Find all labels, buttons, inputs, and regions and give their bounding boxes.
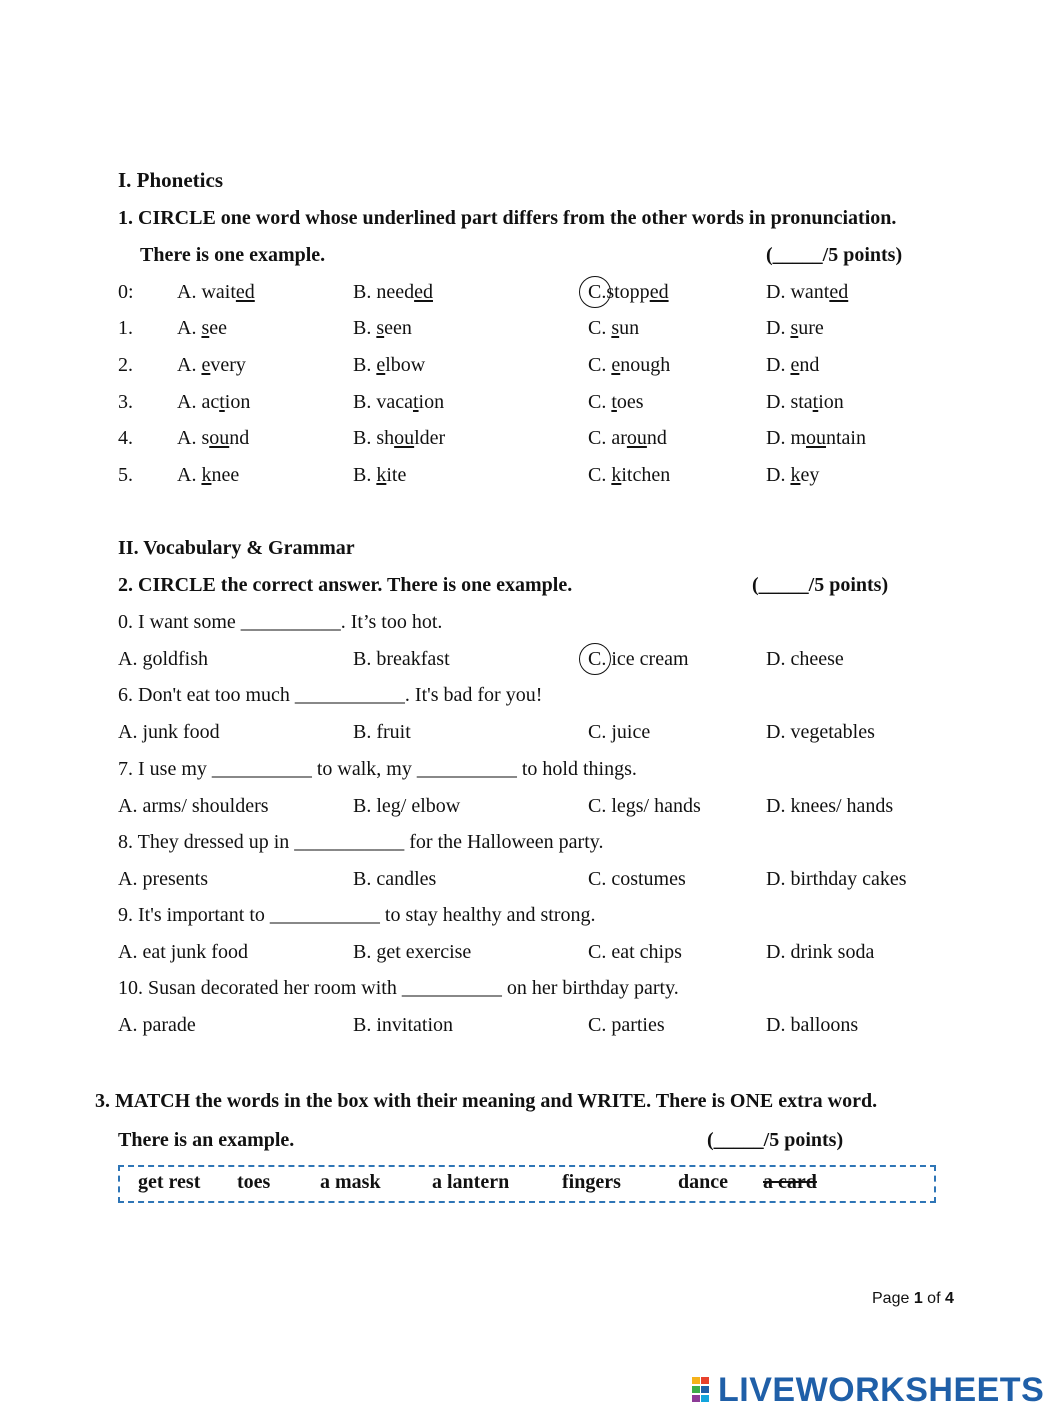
answer-option-d[interactable]: D. knees/ hands	[766, 795, 894, 817]
phonetics-option-c[interactable]	[588, 318, 639, 338]
circled-answer-mark: C.	[588, 648, 607, 670]
option-text: A. ac	[177, 391, 220, 413]
underlined-part: ed	[829, 281, 849, 303]
underlined-part: ou	[806, 427, 826, 449]
phonetics-option-c[interactable]	[588, 355, 670, 375]
option-text: A.	[177, 317, 202, 339]
underlined-part: e	[790, 354, 800, 376]
phonetics-option-d[interactable]	[766, 282, 848, 302]
answer-option-b[interactable]: B. leg/ elbow	[353, 795, 461, 817]
phonetics-option-b[interactable]	[353, 428, 445, 448]
option-text: ion	[224, 391, 251, 413]
answer-option-b[interactable]: B. get exercise	[353, 941, 472, 963]
task-2-points: (_____/5 points)	[752, 574, 889, 596]
underlined-part: s	[790, 317, 799, 339]
underlined-part: ou	[394, 427, 415, 449]
answer-option-b[interactable]: B. invitation	[353, 1014, 453, 1036]
answer-option-a[interactable]: A. goldfish	[118, 648, 208, 670]
liveworksheets-logo-icon	[692, 1377, 714, 1403]
word-box-item: get rest	[138, 1171, 201, 1193]
answer-option-b[interactable]: B. fruit	[353, 721, 411, 743]
underlined-part: t	[611, 391, 617, 413]
underlined-part: ed	[235, 281, 255, 303]
answer-option-b[interactable]: B. candles	[353, 868, 437, 890]
question-text: 9. It's important to ___________ to stay healthy and strong.	[118, 904, 596, 926]
answer-option-b[interactable]: B. breakfast	[353, 648, 450, 670]
task-1-example-note: There is one example.	[140, 244, 326, 266]
phonetics-row-number: 3.	[118, 391, 133, 413]
underlined-part: k	[376, 464, 387, 486]
option-text: un	[619, 317, 640, 339]
answer-option-a[interactable]: A. presents	[118, 868, 208, 890]
task-3-instruction: 3. MATCH the words in the box with their meaning and WRITE. There is ONE extra word.	[95, 1090, 878, 1112]
underlined-part: s	[376, 317, 385, 339]
option-text: nd	[799, 354, 820, 376]
option-text: B. need	[353, 281, 415, 303]
phonetics-option-a[interactable]	[177, 465, 239, 485]
phonetics-option-d[interactable]	[766, 465, 819, 485]
answer-option-d[interactable]: D. cheese	[766, 648, 844, 670]
phonetics-option-a[interactable]	[177, 428, 249, 448]
option-text: ure	[798, 317, 824, 339]
option-text: D.	[766, 354, 791, 376]
question-text: 0. I want some __________. It’s too hot.	[118, 611, 443, 633]
underlined-part: t	[219, 391, 225, 413]
liveworksheets-brand-text: LIVEWORKSHEETS	[718, 1371, 1044, 1409]
answer-option-a[interactable]: A. arms/ shoulders	[118, 795, 269, 817]
answer-option-a[interactable]: A. parade	[118, 1014, 196, 1036]
option-text: C. ar	[588, 427, 627, 449]
underlined-part: k	[201, 464, 212, 486]
section-heading-phonetics: I. Phonetics	[118, 168, 223, 192]
option-text: A.	[177, 354, 202, 376]
answer-option-c[interactable]	[588, 649, 689, 669]
underlined-part: e	[611, 354, 621, 376]
phonetics-option-d[interactable]	[766, 318, 824, 338]
underlined-part: t	[412, 391, 419, 413]
word-box-example-word: a card	[763, 1171, 817, 1193]
option-text: very	[210, 354, 246, 376]
option-text: nee	[211, 464, 240, 486]
underlined-part: k	[790, 464, 801, 486]
underlined-part: s	[611, 317, 620, 339]
phonetics-option-b[interactable]	[353, 355, 425, 375]
phonetics-option-b[interactable]	[353, 318, 412, 338]
word-box-item: dance	[678, 1171, 728, 1193]
option-text: B.	[353, 464, 377, 486]
question-text: 6. Don't eat too much ___________. It's bad for you!	[118, 684, 543, 706]
word-box-item: a lantern	[432, 1171, 510, 1193]
answer-option-c[interactable]: C. juice	[588, 721, 651, 743]
underlined-part: e	[201, 354, 211, 376]
option-text: A. wait	[177, 281, 236, 303]
phonetics-option-d[interactable]	[766, 392, 844, 412]
phonetics-option-b[interactable]	[353, 282, 433, 302]
option-text: lbow	[385, 354, 426, 376]
answer-option-a[interactable]: A. junk food	[118, 721, 220, 743]
option-text: oes	[616, 391, 644, 413]
phonetics-option-b[interactable]	[353, 392, 444, 412]
phonetics-option-a[interactable]	[177, 318, 227, 338]
underlined-part: e	[376, 354, 386, 376]
phonetics-row-number: 1.	[118, 317, 133, 339]
question-text: 8. They dressed up in ___________ for the Halloween party.	[118, 831, 604, 853]
underlined-part: ou	[626, 427, 647, 449]
answer-option-d[interactable]: D. vegetables	[766, 721, 875, 743]
option-text: C.	[588, 391, 612, 413]
task-3-example-note: There is an example.	[118, 1129, 295, 1151]
underlined-part: ou	[209, 427, 230, 449]
answer-option-c[interactable]: C. costumes	[588, 868, 686, 890]
word-box-item: fingers	[562, 1171, 621, 1193]
option-text: ite	[386, 464, 407, 486]
phonetics-option-a[interactable]	[177, 282, 255, 302]
phonetics-option-d[interactable]	[766, 355, 819, 375]
option-text: itchen	[621, 464, 671, 486]
option-text: B. sh	[353, 427, 395, 449]
phonetics-option-b[interactable]	[353, 465, 406, 485]
option-text: ion	[818, 391, 844, 413]
option-text: ion	[418, 391, 445, 413]
option-text: A.	[177, 464, 202, 486]
phonetics-row-number: 5.	[118, 464, 133, 486]
question-text: 7. I use my __________ to walk, my __________ to hold things.	[118, 758, 637, 780]
phonetics-row-number: 4.	[118, 427, 133, 449]
option-text: B. vaca	[353, 391, 413, 413]
underlined-part: s	[201, 317, 210, 339]
word-box-item: a mask	[320, 1171, 381, 1193]
phonetics-option-c[interactable]	[588, 465, 670, 485]
option-text: ice cream	[606, 648, 689, 670]
option-text: nough	[620, 354, 671, 376]
phonetics-option-a[interactable]	[177, 392, 250, 412]
option-text: D.	[766, 317, 791, 339]
option-text: ee	[209, 317, 228, 339]
phonetics-option-c[interactable]	[588, 428, 667, 448]
task-1-instruction: 1. CIRCLE one word whose underlined part differs from the other words in pronunciation.	[118, 207, 897, 229]
answer-option-c[interactable]: C. legs/ hands	[588, 795, 701, 817]
option-text: lder	[414, 427, 446, 449]
option-text: B.	[353, 317, 377, 339]
option-text: B.	[353, 354, 377, 376]
underlined-part: k	[611, 464, 622, 486]
answer-option-d[interactable]: D. drink soda	[766, 941, 875, 963]
option-text: een	[384, 317, 412, 339]
answer-option-d[interactable]: D. balloons	[766, 1014, 859, 1036]
phonetics-option-d[interactable]	[766, 428, 866, 448]
answer-option-a[interactable]: A. eat junk food	[118, 941, 248, 963]
phonetics-option-c[interactable]	[588, 282, 669, 302]
underlined-part: ed	[649, 281, 669, 303]
underlined-part: ed	[414, 281, 433, 303]
underlined-part: t	[812, 391, 819, 413]
option-text: D.	[766, 464, 791, 486]
liveworksheets-logo	[692, 1373, 1044, 1407]
phonetics-option-a[interactable]	[177, 355, 246, 375]
option-text: C.	[588, 317, 612, 339]
option-text: D. m	[766, 427, 806, 449]
word-box-item: toes	[237, 1171, 271, 1193]
section-heading-vocabulary: II. Vocabulary & Grammar	[118, 537, 355, 559]
option-text: stopp	[606, 281, 650, 303]
task-3-points: (_____/5 points)	[707, 1129, 844, 1151]
task-2-instruction: 2. CIRCLE the correct answer. There is one example.	[118, 574, 573, 596]
option-text: nd	[646, 427, 667, 449]
option-text: D. want	[766, 281, 830, 303]
option-text: ntain	[826, 427, 866, 449]
option-text: D. sta	[766, 391, 813, 413]
option-text: ey	[800, 464, 820, 486]
answer-option-c[interactable]: C. parties	[588, 1014, 665, 1036]
question-text: 10. Susan decorated her room with __________ on her birthday party.	[118, 977, 679, 999]
option-text: nd	[229, 427, 250, 449]
answer-option-c[interactable]: C. eat chips	[588, 941, 682, 963]
option-text: A. s	[177, 427, 210, 449]
phonetics-row-number: 0:	[118, 281, 134, 303]
circled-answer-mark: C.	[588, 281, 607, 303]
task-1-points: (_____/5 points)	[766, 244, 903, 266]
page-number: Page 1 of 4	[872, 1290, 954, 1307]
answer-option-d[interactable]: D. birthday cakes	[766, 868, 907, 890]
option-text: C.	[588, 354, 612, 376]
option-text: C.	[588, 464, 612, 486]
phonetics-row-number: 2.	[118, 354, 133, 376]
phonetics-option-c[interactable]	[588, 392, 644, 412]
